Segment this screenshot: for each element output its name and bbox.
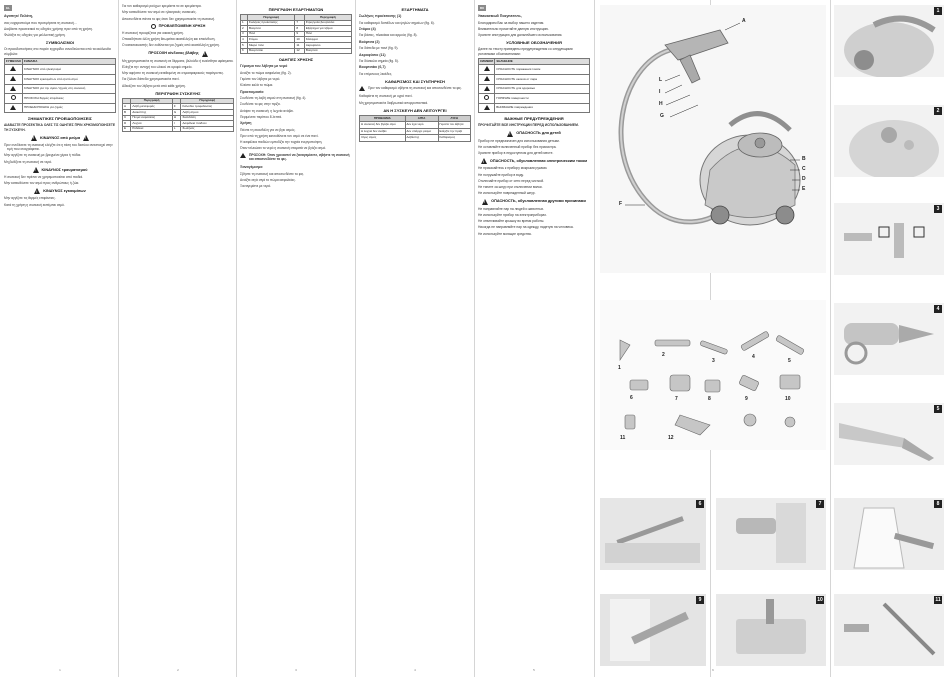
figure-number: 11 [935,597,941,603]
table-header: ΠΡΟΒΛΗΜΑ [360,115,406,121]
figure-2 [834,105,944,177]
danger-title: ΚΙΝΔΥΝΟΣ τραυματισμού [41,167,88,172]
accessory-number: 5 [788,358,791,364]
section-title: УСЛОВНЫЕ ОБОЗНАЧЕНИЯ [506,40,562,46]
table-header: ЗНАЧЕНИЕ [495,58,590,65]
danger-title: ΚΙΝΔΥΝΟΣ από ρεύμα [39,135,81,140]
page-divider [474,0,475,677]
subsection-title: Ακροφύσιο (11) [359,52,386,57]
paragraph: ΔΙΑΒΑΣΤΕ ΠΡΟΣΕΚΤΙΚΑ ΟΛΕΣ ΤΙΣ ΟΔΗΓΙΕΣ ΠΡΙΝ ΧΡΗΣΙΜΟΠΟΙΗΣΕΤΕ ΤΗ ΣΥΣΚΕΥΗ. [4,123,116,132]
warning-triangle-icon [484,86,490,91]
list-item: Ανάψτε τη συσκευή: η λυχνία ανάβει. [240,108,294,113]
table-header: Περιγραφή [131,98,173,104]
table-row: Η λυχνία δεν ανάβει Δεν υπάρχει ρεύμα Ελέγξτε την πρίζα [360,128,471,134]
subsection-title: Σωλήνες προέκτασης (1) [359,14,402,18]
list-item: Не используйте прибор на электроприборах. [478,212,547,217]
list-item: Πιέστε τη σκανδάλη για να βγει ατμός. [240,127,296,132]
subsection-title: Βουρτσάκι (6,7) [359,65,386,70]
accessory-number: 9 [745,396,748,402]
warning-triangle-icon [10,86,16,91]
accessories-illustration [600,300,826,450]
table-row: 2 Βούρτσα 8 Εξάρτημα για τζάμια [241,26,352,32]
list-item: Не тяните за шнур при отключении вилки. [478,185,543,190]
table-row: Λίγος ατμός Ασβέστης Καθαρισμός [360,135,471,141]
list-item: Σβήστε τη συσκευή και αποσυνδέστε το φις. [240,171,305,176]
list-item: Όταν τελειώσει το νερό η συσκευή σταματά να βγάζει ατμό. [240,146,327,151]
troubleshooting-table [359,115,471,142]
subsection-title: Χρήση [240,121,252,126]
figure-11 [834,594,944,666]
subsection-title: Στόμιο (4) [359,26,376,31]
attention-circle-icon [11,95,16,100]
note-text: ΠΡΟΣΟΧΗ: Όταν χρειαστεί να ξαναγεμίσετε, σβήστε τη συσκευή και αποσυνδέστε το φις. [249,152,350,161]
warning-triangle-icon [10,76,16,81]
list-item: Ξαναγεμίστε με νερό. [240,184,272,189]
section-title: ΣΗΜΑΝΤΙΚΕΣ ΠΡΟΕΙΔΟΠΟΙΗΣΕΙΣ [28,116,92,122]
paragraph: Храните инструкцию для дальнейшего использования. [478,33,563,38]
callout-label: B [802,156,806,162]
list-item: Не направляйте пар на людей и животных. [478,206,545,211]
list-item: Ανοίξτε σιγά σιγά το πώμα ασφαλείας. [240,178,296,183]
table-row: D Λυχνία I Ασφάλεια παιδιών [123,121,234,127]
paragraph: Για δάπεδα με πανί (fig. 9). [359,46,399,51]
symbols-table [4,58,116,114]
section-title: ΚΑΘΑΡΙΣΜΟΣ ΚΑΙ ΣΥΝΤΗΡΗΣΗ [385,79,445,85]
callout-label: I [659,89,661,95]
paragraph: Οι προειδοποιήσεις στο παρόν εγχειρίδιο συνοδεύονται από τα ακόλουθα σύμβολα: [4,47,111,56]
callout-label: E [802,186,806,192]
greeting-title: Уважаемый Покупатель, [478,14,522,18]
accessory-number: 6 [630,395,633,401]
paragraph: Φυλάξτε τις οδηγίες για μελλοντική χρήση. [4,33,66,38]
subsection-title: Ξαναγέμισμα [240,165,263,170]
warning-triangle-icon [202,51,208,57]
table-cell: ΠΡΟΕΙΔΟΠΟΙΗΣΗ για ζημιές [22,103,115,113]
list-item: Κλείστε καλά το πώμα. [240,83,274,88]
table-cell: ОПАСНОСТЬ для здоровья [495,84,590,94]
section-title: ΑΝ Η ΣΥΣΚΕΥΗ ΔΕΝ ΛΕΙΤΟΥΡΓΕΙ [383,107,447,113]
accessories-table [240,14,352,54]
table-row: Η συσκευή δεν βγάζει ατμό Δεν έχει νερό Γεμίστε τον λέβητα [360,122,471,128]
table-cell: ΚΙΝΔΥΝΟΣ εγκαυμάτων από ζεστό ατμό [22,75,115,85]
page-number: 1 [59,668,61,672]
page-number: 2 [177,668,179,672]
subsection-title: Προετοιμασία [240,89,264,94]
figure-number: 10 [817,597,823,603]
figure-number: 8 [934,500,942,508]
list-item: Η συσκευή δεν πρέπει να χρησιμοποιείται από παιδιά. [4,174,84,179]
warning-triangle-icon [507,131,513,137]
page-column-4 [359,4,471,672]
parts-table [122,98,234,133]
table-header: Περιγραφή [248,15,295,21]
page-number: 5 [533,668,535,672]
accessory-number: 4 [752,354,755,360]
accessory-number: 1 [618,365,621,371]
table-row: B Διακόπτης G Λαβή ατμού [123,109,234,115]
language-tab: EL [4,5,12,11]
steam-cleaner-illustration [600,5,826,273]
accessories-diagram [600,300,826,450]
table-row: 1 Σωλήνες προέκτασης 7 Στρογγυλό βουρτσάκι [241,20,352,26]
table-header: ΣΥΜΒΟΛΟ [5,58,23,65]
table-row: 5 Μικρό πανί 11 Ακροφύσιο [241,42,352,48]
table-cell: ΚΙΝΔΥΝΟΣ από ηλεκτρισμό [22,65,115,75]
paragraph: Για βάσεις, πλακάκια και αρμούς (fig. 8). [359,33,418,38]
warning-triangle-icon [10,66,16,71]
section-title: ΠΕΡΙΓΡΑΦΗ ΣΥΣΚΕΥΗΣ [155,90,201,96]
warning-triangle-icon [10,105,16,110]
danger-title: ΚΙΝΔΥΝΟΣ εγκαυμάτων [43,189,86,193]
warning-triangle-icon [359,86,365,91]
list-item: Για τον καθαρισμό ρούχων κρεμάστε τα σε κρεμάστρα. [122,4,202,8]
table-row: C Πώμα ασφαλείας H Σκανδάλη [123,115,234,121]
table-header: ΣΗΜΑΣΙΑ [22,58,115,65]
accessory-number: 2 [662,352,665,358]
danger-title: ОПАСНОСТЬ для детей [516,131,561,136]
table-row: 6 Βουρτσάκι 12 Βούρτσα [241,48,352,54]
section-title: ВАЖНЫЕ ПРЕДУПРЕЖДЕНИЯ [504,116,564,122]
section-title: ΟΔΗΓΙΕΣ ΧΡΗΣΗΣ [278,57,314,63]
paragraph: Благодарим Вас за выбор нашего изделия. [478,20,545,25]
section-title: ΣΥΜΒΟΛΙΣΜΟΙ [45,40,75,46]
attention-circle-icon [484,95,489,100]
list-item: Не отвинчивайте крышку во время работы. [478,219,545,224]
page-number: 4 [414,668,416,672]
appliance-diagram [600,5,826,273]
table-header: Περιγραφή [304,15,351,21]
list-item: Αποσυνδέετε πάντα το φις όταν δεν χρησιμοποιείτε τη συσκευή. [122,16,216,21]
list-item: Συνδέστε τη λαβή ατμού στη συσκευή (fig. 4). [240,96,307,101]
list-item: Γεμίστε τον λέβητα με νερό. [240,77,281,81]
language-tab: RU [479,6,485,10]
danger-heading [4,135,116,141]
list-item: Αδειάζετε τον λέβητα μετά από κάθε χρήση. [122,83,186,88]
table-cell: ОПАСНОСТЬ поражения током [495,65,590,75]
table-row: A Λαβή μεταφοράς F Καλώδιο τροφοδοσίας [123,104,234,110]
danger-heading [478,199,590,205]
list-item: Отключайте прибор от сети перед чисткой. [478,178,545,183]
list-item: Μην αγγίζετε τη συσκευή με βρεγμένα χέρια ή πόδια. [4,153,82,158]
warning-triangle-icon [484,66,490,71]
list-item: Μην αφήνετε τη συσκευή εκτεθειμένη σε ατμοσφαιρικούς παράγοντες. [122,71,224,75]
attention-circle-icon [151,24,156,29]
list-item: Ανοίξτε το πώμα ασφαλείας (fig. 2). [240,70,292,75]
figure-3 [834,203,944,275]
figure-number: 9 [696,596,704,604]
paragraph: Διαβάστε προσεκτικά τις οδηγίες χρήσης πριν από τη χρήση. [4,26,93,31]
figure-number: 1 [934,7,942,15]
callout-label: G [660,113,664,119]
list-item: Не используйте моющие средства. [478,231,532,236]
figure-5 [834,403,944,465]
figure-7 [716,498,826,570]
list-item: Ο κατασκευαστής δεν ευθύνεται για ζημιές από ακατάλληλη χρήση. [122,43,220,48]
paragraph: ПРОЧИТАЙТЕ ВСЕ ИНСТРУКЦИИ ПЕРЕД ИСПОЛЬЗОВАНИЕМ. [478,123,579,128]
table-cell: ΠΡΟΣΟΧΗ θερμές επιφάνειες [22,94,115,104]
danger-title: ОПАСНОСТЬ, обусловленная другими причинами [491,199,586,204]
warning-triangle-icon [484,105,490,110]
figure-number: 7 [816,500,824,508]
danger-heading [478,158,590,164]
paragraph: Για επίμονους λεκέδες. [359,71,393,76]
list-item: Не погружайте прибор в воду. [478,172,524,177]
page-number: 6 [712,668,714,672]
paragraph: Далее по тексту приведены предупреждения со следующими условными обозначениями: [478,47,573,56]
figure-number: 3 [934,205,942,213]
subsection-title: Βούρτσα (2) [359,39,380,44]
accessory-number: 10 [785,396,791,402]
section-title: ΠΡΟΒΛΕΠΟΜΕΝΗ ΧΡΗΣΗ [158,23,206,28]
list-item: Η συσκευή προορίζεται για οικιακή χρήση. [122,30,184,35]
paragraph: Πριν τον καθαρισμό σβήστε τη συσκευή και αποσυνδέστε το φις. [368,86,462,91]
warning-triangle-icon [484,76,490,81]
page-column-5 [478,14,590,677]
figure-10 [716,594,826,666]
list-item: Не прикасайтесь к прибору мокрыми руками. [478,166,548,171]
list-item: Никогда не направляйте пар на одежду, надетую на человека. [478,225,574,230]
greeting-title: Αγαπητέ Πελάτη, [4,14,34,18]
list-item: Συνδέστε το φις στην πρίζα. [240,102,281,107]
list-item: Μην κατευθύνετε τον ατμό προς ανθρώπους ή ζώα. [4,181,80,186]
table-cell: ΚΙΝΔΥΝΟΣ για την υγεία / ζημιές στη συσκευή [22,84,115,94]
danger-title: ОПАСНОСТЬ, обусловленная электрическим током [489,159,588,163]
list-item: Πριν συνδέσετε τη συσκευή ελέγξτε ότι η τάση του δικτύου αντιστοιχεί στην τιμή που αναγράφεται. [4,142,113,152]
warning-triangle-icon [240,153,246,158]
accessory-number: 12 [668,435,674,441]
callout-label: H [659,101,663,107]
list-item: Η ασφάλεια παιδιών εμποδίζει την τυχαία ενεργοποίηση. [240,140,323,145]
paragraph: σας ευχαριστούμε που προτιμήσατε τη συσκευή... [4,20,77,25]
list-item: Περιμένετε περίπου 8 λεπτά. [240,114,282,119]
warning-triangle-icon [34,188,40,194]
callout-label: L [659,77,663,83]
table-row: 4 Στόμιο 10 Κάλυμμα [241,37,352,43]
page-divider [236,0,237,677]
list-item: Κατά τη χρήση η συσκευή εκπέμπει ατμό. [4,202,65,207]
table-cell: ОПАСНОСТЬ ожогов от пара [495,75,590,85]
figure-number: 5 [934,405,942,413]
list-item: Μην κατευθύνετε τον ατμό σε ηλεκτρικές συσκευές. [122,10,197,15]
list-item: Μην αγγίζετε τις θερμές επιφάνειες. [4,196,56,201]
paragraph: Внимательно прочитайте данную инструкцию. [478,26,549,31]
accessory-number: 11 [620,435,626,441]
page-divider [830,0,831,677]
callout-label: A [742,18,746,24]
figure-6 [600,498,706,570]
warning-triangle-icon [481,158,487,164]
note-block [359,86,471,92]
callout-label: D [802,176,806,182]
paragraph: Για δύσκολα σημεία (fig. 5). [359,59,399,64]
list-item: Πριν από τη χρήση κατευθύνετε τον ατμό σε ένα πανί. [240,133,319,138]
table-header: ΛΥΣΗ [438,115,470,121]
figure-number: 6 [696,500,704,508]
warning-triangle-icon [482,199,488,205]
table-row: 3 Πανί 9 Πανί [241,31,352,37]
page-divider [594,0,595,677]
list-item: Καθαρίστε τη συσκευή με υγρό πανί. [359,94,413,99]
attention-heading [122,51,234,57]
section-title: ΕΞΑΡΤΗΜΑΤΑ [401,7,429,12]
table-header: ΑΙΤΙΑ [405,115,438,121]
list-item: Не используйте поврежденный шнур. [478,191,536,196]
figure-4 [834,303,944,375]
page-column-1 [4,14,116,677]
callout-label: F [619,201,623,207]
accessory-number: 3 [712,358,715,364]
list-item: Прибор не предназначен для использования детьми. [478,138,560,143]
section-title: ΠΕΡΙΓΡΑΦΗ ΕΞΑΡΤΗΜΑΤΩΝ [268,7,324,12]
figure-9 [600,594,706,666]
figure-number: 2 [934,107,942,115]
list-item: Για ξύλινα δάπεδα χρησιμοποιείτε πανί. [122,77,180,82]
table-row: E Ροδάκια L Σωλήνας [123,126,234,132]
table-header: Περιγραφή [181,98,234,104]
page-divider [118,0,119,677]
warning-triangle-icon [31,135,37,141]
attention-title: ΠΡΟΣΟΧΗ κίνδυνος βλάβης [148,51,199,56]
symbols-table [478,58,590,114]
warning-triangle-icon [83,135,89,141]
page-number: 3 [295,668,297,672]
figure-8 [834,498,944,570]
danger-heading [478,131,590,137]
table-cell: ГОРЯЧИЕ поверхности [495,94,590,104]
warning-triangle-icon [33,167,39,173]
accessory-number: 8 [708,396,711,402]
paragraph: Για καθαρισμό δαπέδων και ψηλών σημείων (fig. 6). [359,20,435,25]
danger-heading [4,188,116,194]
list-item: Не оставляйте включенный прибор без присмотра. [478,144,557,149]
danger-heading [4,167,116,173]
list-item: Ελέγξτε την αντοχή του υλικού σε κρυφό σημείο. [122,64,193,69]
list-item: Храните прибор в недоступном для детей месте. [478,151,554,156]
page-divider [355,0,356,677]
subsection-title: Γέμισμα του λέβητα με νερό [240,64,288,69]
note-block [240,153,352,164]
list-item: Μη χρησιμοποιείτε διαβρωτικά απορρυπαντικά. [359,100,429,105]
page-column-3 [240,4,352,672]
table-cell: ВНИМАНИЕ повреждения [495,103,590,113]
table-header: СИМВОЛ [479,58,495,65]
section-heading [122,24,234,29]
figure-number: 4 [934,305,942,313]
accessory-number: 7 [675,396,678,402]
list-item: Μη χρησιμοποιείτε τη συσκευή σε δέρματα, βελούδο ή ευαίσθητα υφάσματα. [122,58,234,63]
callout-label: C [802,166,806,172]
list-item: Μη βυθίζετε τη συσκευή σε νερό. [4,159,53,164]
figure-1 [834,5,944,77]
list-item: Οποιαδήποτε άλλη χρήση θεωρείται ακατάλληλη και επικίνδυνη. [122,37,216,41]
page-column-2 [122,4,234,672]
